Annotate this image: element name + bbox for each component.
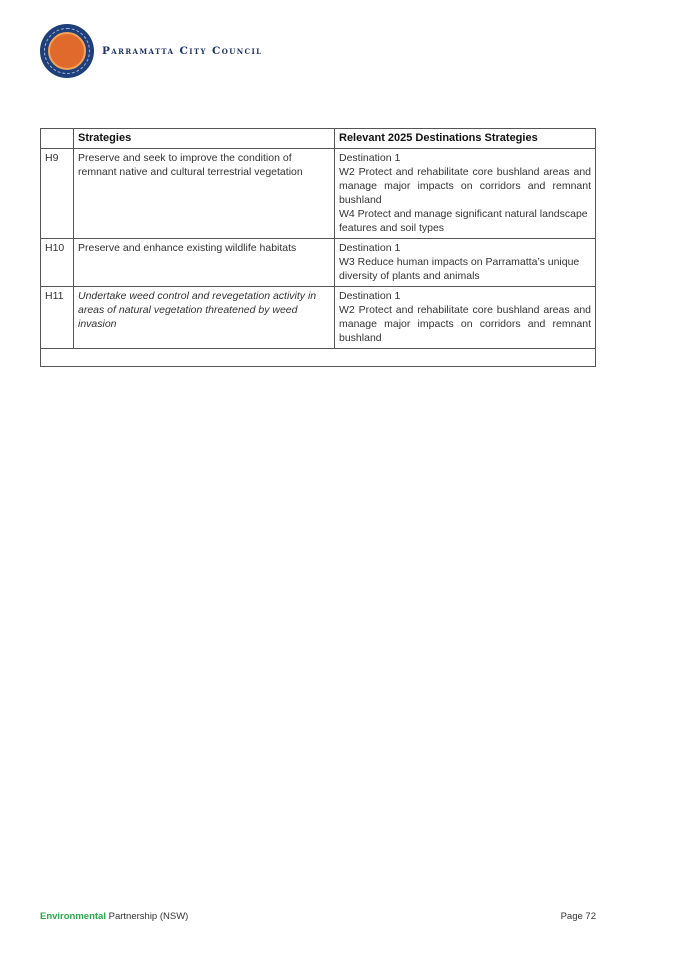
- table-row: [41, 287, 596, 349]
- row-id: H11: [41, 287, 74, 349]
- header-strategies: Strategies: [74, 129, 335, 149]
- header-id: [41, 129, 74, 149]
- council-name: Parramatta City Council: [102, 45, 263, 57]
- row-destinations: [335, 287, 596, 349]
- destination-line: W2 Protect and rehabilitate core bushland areas and manage major impacts on corridors and remnant bushland: [339, 166, 591, 206]
- row-strategy: Preserve and seek to improve the condition of remnant native and cultural terrestrial vegetation: [74, 149, 335, 239]
- row-destinations: [335, 149, 596, 239]
- footer-brand-highlight: Environmental: [40, 911, 106, 922]
- table-empty-row: [41, 349, 596, 367]
- table-row: [41, 149, 596, 239]
- page-header: [40, 22, 262, 80]
- seal-ring: [44, 28, 90, 74]
- destination-line: W4 Protect and manage significant natural landscape features and soil types: [339, 208, 588, 234]
- destination-line: W2 Protect and rehabilitate core bushland areas and manage major impacts on corridors and remnant bushland: [339, 304, 591, 344]
- table-header-row: [41, 129, 596, 149]
- row-destinations: [335, 239, 596, 287]
- destination-line: Destination 1: [339, 290, 401, 302]
- empty-cell: [41, 349, 596, 367]
- table-row: [41, 239, 596, 287]
- row-strategy: Preserve and enhance existing wildlife habitats: [74, 239, 335, 287]
- page-footer: [40, 911, 596, 922]
- row-id: H10: [41, 239, 74, 287]
- strategies-table: [40, 128, 596, 367]
- council-seal-logo: [40, 24, 94, 78]
- footer-brand-rest: Partnership (NSW): [106, 911, 189, 922]
- destination-line: W3 Reduce human impacts on Parramatta’s unique diversity of plants and animals: [339, 256, 580, 282]
- destination-line: Destination 1: [339, 242, 401, 254]
- header-destinations: Relevant 2025 Destinations Strategies: [335, 129, 596, 149]
- destination-line: Destination 1: [339, 152, 401, 164]
- page-number: Page 72: [560, 911, 596, 922]
- row-id: H9: [41, 149, 74, 239]
- row-strategy: Undertake weed control and revegetation activity in areas of natural vegetation threatened by weed invasion: [74, 287, 335, 349]
- footer-brand: [40, 911, 188, 922]
